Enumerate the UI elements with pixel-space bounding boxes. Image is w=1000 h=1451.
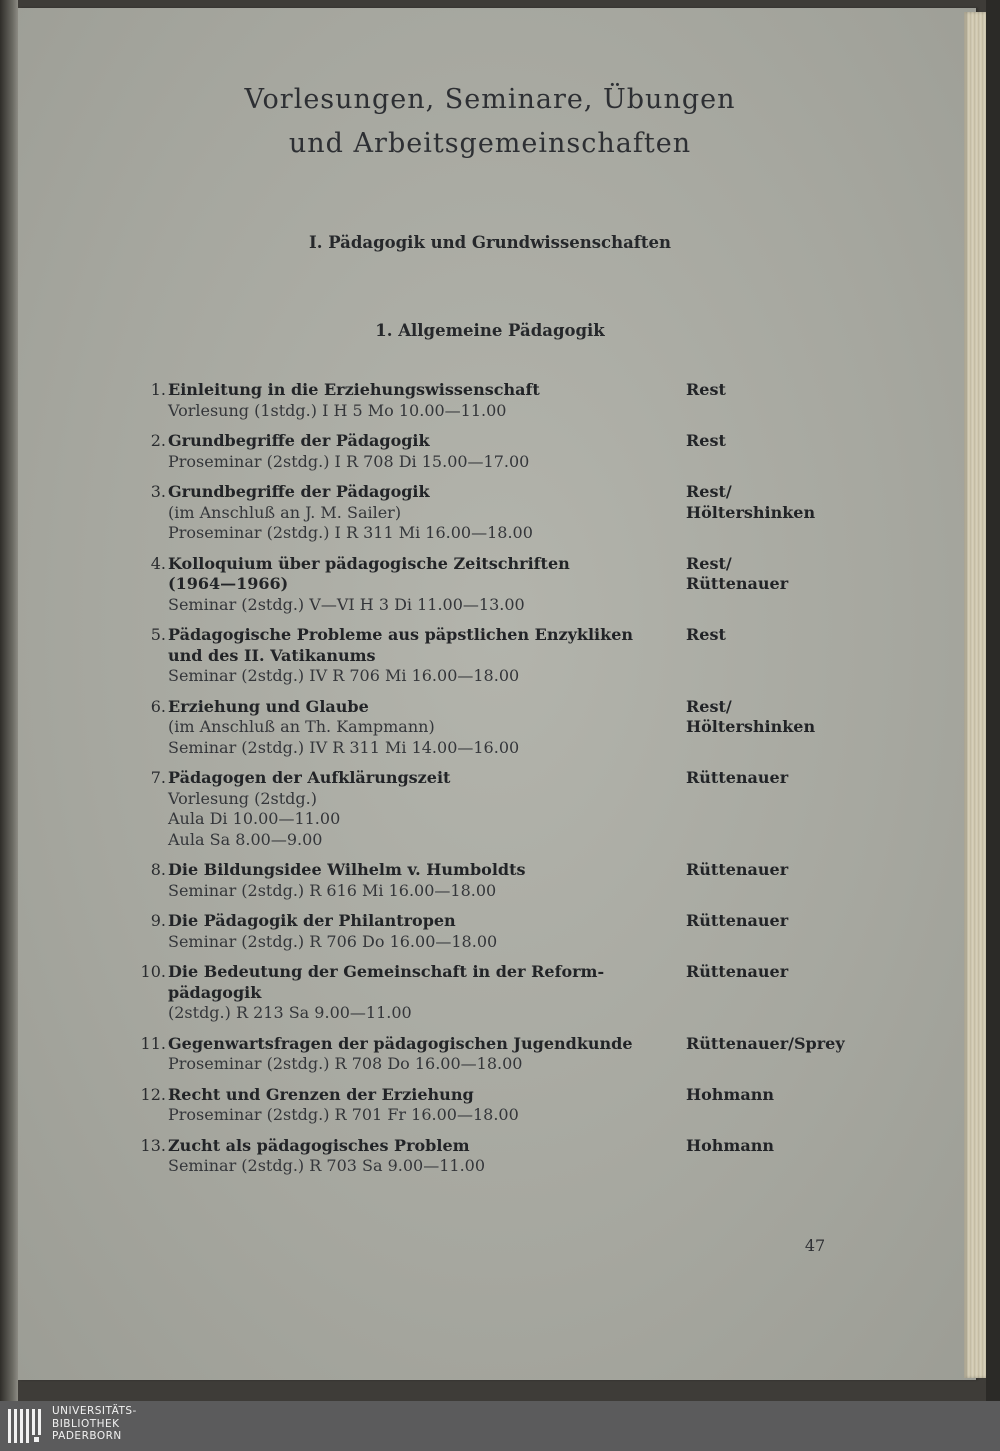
course-entry	[130, 1034, 870, 1075]
course-entry	[130, 860, 870, 901]
subsection-heading: 1. Allgemeine Pädagogik	[375, 321, 605, 340]
course-title: pädagogik	[168, 982, 262, 1002]
course-body	[168, 1136, 668, 1177]
course-details: Proseminar (2stdg.) I R 708 Di 15.00—17.00	[168, 451, 530, 471]
course-number: 7.	[150, 768, 166, 787]
course-title: Pädagogische Probleme aus päpstlichen Enzykliken	[168, 625, 634, 644]
course-body	[168, 380, 668, 421]
course-details: (im Anschluß an J. M. Sailer)	[168, 502, 402, 522]
lecturer-name: Rüttenauer	[686, 911, 789, 930]
course-body	[168, 860, 668, 901]
course-entry	[130, 554, 870, 616]
course-entry	[130, 625, 870, 687]
course-title: Kolloquium über pädagogische Zeitschriften	[168, 553, 570, 573]
library-logo-icon	[6, 1405, 44, 1447]
course-title: Grundbegriffe der Pädagogik	[168, 482, 430, 501]
logo-line: UNIVERSITÄTS-	[52, 1405, 137, 1417]
page-stack-edge	[964, 12, 986, 1378]
course-body	[168, 482, 668, 544]
course-body	[168, 1034, 668, 1075]
lecturer-name: Rüttenauer	[686, 860, 789, 879]
course-number: 11.	[140, 1033, 166, 1053]
lecturer-name: Hohmann	[686, 1135, 774, 1155]
course-number: 8.	[150, 860, 166, 879]
library-logo-text	[52, 1405, 137, 1443]
course-details: Proseminar (2stdg.) I R 311 Mi 16.00—18.00	[168, 523, 533, 542]
course-title: Grundbegriffe der Pädagogik	[168, 431, 430, 450]
course-details: Seminar (2stdg.) R 616 Mi 16.00—18.00	[168, 880, 497, 900]
lecturer-name: Rest	[686, 625, 726, 644]
lecturer-name: Rüttenauer	[686, 962, 789, 981]
lecturer-name: Rüttenauer	[686, 768, 789, 787]
page-title-line-2: und Arbeitsgemeinschaften	[288, 128, 692, 159]
course-details: (2stdg.) R 213 Sa 9.00—11.00	[168, 1003, 412, 1022]
course-number: 9.	[150, 911, 166, 930]
page-number: 47	[804, 1236, 826, 1255]
course-number: 13.	[140, 1135, 166, 1155]
course-details: (im Anschluß an Th. Kampmann)	[168, 717, 435, 736]
logo-line: PADERBORN	[52, 1430, 122, 1442]
course-entry	[130, 768, 870, 850]
course-body	[168, 768, 668, 850]
course-details: Seminar (2stdg.) IV R 311 Mi 14.00—16.00	[168, 737, 520, 757]
course-title: (1964—1966)	[168, 574, 289, 593]
course-number: 12.	[140, 1084, 166, 1104]
course-body	[168, 1085, 668, 1126]
course-details: Seminar (2stdg.) R 706 Do 16.00—18.00	[168, 931, 498, 951]
lecturer-name: Rest	[686, 431, 726, 450]
course-number: 10.	[140, 962, 166, 981]
section-heading: I. Pädagogik und Grundwissenschaften	[309, 233, 671, 252]
course-title: Die Bedeutung der Gemeinschaft in der Reform-	[168, 962, 605, 981]
course-number: 5.	[150, 625, 166, 644]
course-title: Gegenwartsfragen der pädagogischen Jugendkunde	[168, 1033, 633, 1053]
lecturer-name: Rest/	[686, 696, 732, 716]
course-title: Zucht als pädagogisches Problem	[168, 1135, 470, 1155]
lecturer-name: Rest/	[686, 553, 732, 573]
course-title: Die Bildungsidee Wilhelm v. Humboldts	[168, 860, 526, 879]
course-lecturer	[686, 911, 876, 932]
course-details: Seminar (2stdg.) R 703 Sa 9.00—11.00	[168, 1156, 486, 1175]
course-entry	[130, 962, 870, 1024]
course-details: Aula Di 10.00—11.00	[168, 809, 341, 828]
course-title: Pädagogen der Aufklärungszeit	[168, 768, 451, 787]
course-body	[168, 431, 668, 472]
course-number: 4.	[150, 553, 166, 573]
course-details: Proseminar (2stdg.) R 708 Do 16.00—18.00	[168, 1054, 523, 1073]
course-body	[168, 962, 668, 1024]
lecturer-name: Höltershinken	[686, 717, 816, 736]
course-details: Proseminar (2stdg.) R 701 Fr 16.00—18.00	[168, 1105, 519, 1124]
left-page-edge	[0, 0, 18, 1401]
course-entry	[130, 482, 870, 544]
course-entry	[130, 431, 870, 472]
lecturer-name: Rüttenauer	[686, 574, 789, 593]
course-details: Vorlesung (2stdg.)	[168, 788, 317, 808]
course-lecturer	[686, 1034, 876, 1055]
lecturer-name: Rest/	[686, 482, 732, 501]
page-title-line-1: Vorlesungen, Seminare, Übungen	[244, 84, 736, 115]
course-number: 2.	[150, 431, 166, 450]
course-body	[168, 625, 668, 687]
course-entry	[130, 1085, 870, 1126]
course-lecturer	[686, 482, 876, 523]
course-details: Vorlesung (1stdg.) I H 5 Mo 10.00—11.00	[168, 400, 507, 420]
course-title: Die Pädagogik der Philantropen	[168, 911, 456, 930]
lecturer-name: Rüttenauer/Sprey	[686, 1033, 845, 1053]
footer-bar	[0, 1401, 1000, 1451]
scan-border-right	[986, 0, 1000, 1401]
course-lecturer	[686, 860, 876, 881]
course-number: 6.	[150, 696, 166, 716]
course-body	[168, 911, 668, 952]
course-lecturer	[686, 431, 876, 452]
course-lecturer	[686, 1085, 876, 1106]
course-lecturer	[686, 768, 876, 789]
lecturer-name: Rest	[686, 380, 726, 399]
course-title: Recht und Grenzen der Erziehung	[168, 1084, 474, 1104]
course-title: Einleitung in die Erziehungswissenschaft	[168, 380, 540, 399]
course-entry	[130, 697, 870, 759]
course-list	[130, 380, 870, 1187]
course-entry	[130, 380, 870, 421]
course-details: Seminar (2stdg.) V—VI H 3 Di 11.00—13.00	[168, 594, 525, 614]
course-lecturer	[686, 962, 876, 983]
course-details: Seminar (2stdg.) IV R 706 Mi 16.00—18.00	[168, 666, 520, 685]
course-lecturer	[686, 380, 876, 401]
lecturer-name: Höltershinken	[686, 502, 816, 522]
course-lecturer	[686, 554, 876, 595]
course-details: Aula Sa 8.00—9.00	[168, 829, 323, 849]
logo-line: BIBLIOTHEK	[52, 1417, 120, 1430]
course-title: und des II. Vatikanums	[168, 645, 376, 665]
course-entry	[130, 911, 870, 952]
course-number: 3.	[150, 482, 166, 501]
course-lecturer	[686, 697, 876, 738]
course-lecturer	[686, 1136, 876, 1157]
course-lecturer	[686, 625, 876, 646]
course-title: Erziehung und Glaube	[168, 696, 369, 716]
course-body	[168, 697, 668, 759]
course-entry	[130, 1136, 870, 1177]
course-body	[168, 554, 668, 616]
lecturer-name: Hohmann	[686, 1084, 774, 1104]
course-number: 1.	[150, 380, 166, 399]
